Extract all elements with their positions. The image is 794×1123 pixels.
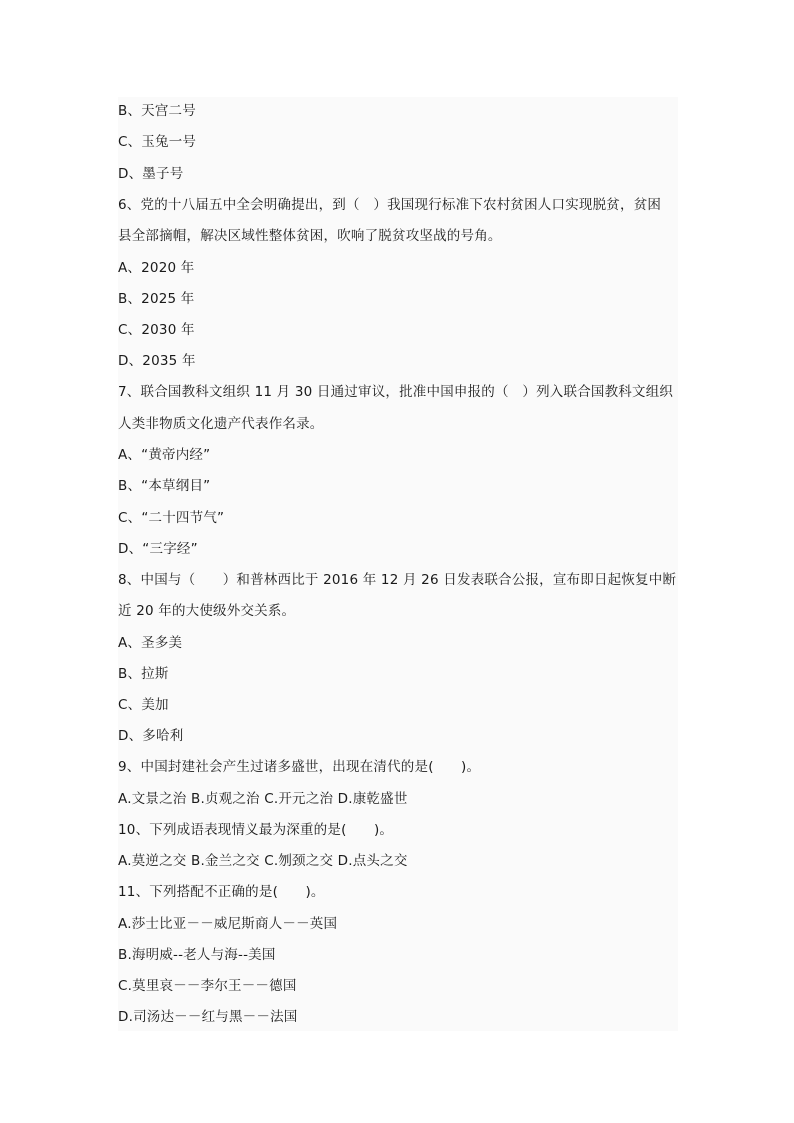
question-6-line-1: 6、党的十八届五中全会明确提出，到（ ）我国现行标准下农村贫困人口实现脱贫，贫困	[118, 197, 662, 213]
option-d-q6: D、2035 年	[118, 353, 196, 369]
question-8-line-1: 8、中国与（ ）和普林西比于 2016 年 12 月 26 日发表联合公报，宣布即日起恢复中断	[118, 572, 677, 588]
option-b-q8: B、拉斯	[118, 666, 169, 682]
option-a-q6: A、2020 年	[118, 260, 195, 276]
option-d-q7: D、“三字经”	[118, 541, 198, 557]
option-c-q6: C、2030 年	[118, 322, 195, 338]
option-b-q11: B.海明威--老人与海--美国	[118, 947, 276, 963]
option-c-q8: C、美加	[118, 697, 169, 713]
option-d-q11: D.司汤达－－红与黑－－法国	[118, 1009, 298, 1025]
option-d-q8: D、多哈利	[118, 728, 184, 744]
options-q10: A.莫逆之交 B.金兰之交 C.刎颈之交 D.点头之交	[118, 853, 408, 869]
option-a-q11: A.莎士比亚－－威尼斯商人－－英国	[118, 916, 338, 932]
question-11: 11、下列搭配不正确的是( )。	[118, 884, 325, 900]
option-b-q5: B、天宫二号	[118, 103, 196, 119]
question-6-line-2: 县全部摘帽，解决区域性整体贫困，吹响了脱贫攻坚战的号角。	[118, 228, 502, 244]
question-7-line-2: 人类非物质文化遗产代表作名录。	[118, 416, 324, 432]
option-d-q5: D、墨子号	[118, 166, 184, 182]
option-a-q8: A、圣多美	[118, 635, 183, 651]
option-c-q11: C.莫里哀－－李尔王－－德国	[118, 978, 297, 994]
option-c-q7: C、“二十四节气”	[118, 510, 225, 526]
option-a-q7: A、“黄帝内经”	[118, 447, 211, 463]
option-b-q6: B、2025 年	[118, 291, 195, 307]
option-b-q7: B、“本草纲目”	[118, 478, 211, 494]
option-c-q5: C、玉兔一号	[118, 134, 197, 150]
question-9: 9、中国封建社会产生过诸多盛世，出现在清代的是( )。	[118, 759, 481, 775]
question-10: 10、下列成语表现情义最为深重的是( )。	[118, 822, 394, 838]
question-8-line-2: 近 20 年的大使级外交关系。	[118, 603, 296, 619]
options-q9: A.文景之治 B.贞观之治 C.开元之治 D.康乾盛世	[118, 791, 408, 807]
question-7-line-1: 7、联合国教科文组织 11 月 30 日通过审议，批准中国申报的（ ）列入联合国教科文组织	[118, 384, 674, 400]
